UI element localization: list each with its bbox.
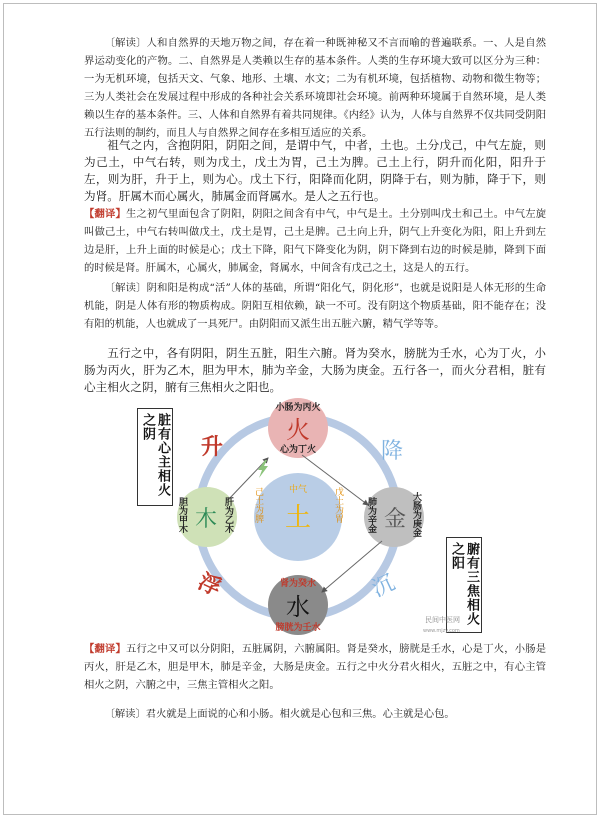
watermark-url: www.mjzy.com — [423, 628, 460, 634]
water-bottom-label: 膀胱为壬水 — [275, 623, 321, 633]
paragraph-text: 君火就是上面说的心和小肠。相火就是心包和三焦。心主就是心包。 — [145, 708, 455, 720]
metal-char: 金 — [383, 507, 407, 532]
interpretation-tag: 〔解读〕 — [104, 37, 147, 49]
fire-bottom-label: 心为丁火 — [279, 445, 317, 455]
metal-right-label: 大肠为庚金 — [411, 492, 421, 537]
interpretation-tag: 〔解读〕 — [104, 282, 147, 294]
down-char: 沉 — [368, 570, 399, 603]
side-label-right: 腑有三焦相火之阳 — [446, 537, 482, 633]
paragraph-text: 五行之中又可以分阴阳，五脏属阴，六腑属阳。肾是癸水，膀胱是壬水，心是丁火，小肠是丙火，肝是乙木，胆是甲木，肺是辛金，大肠是庚金。五行之中火分君火相火，五脏之中，有心主管相火之阴，六腑之中，三焦主管相火之阳。 — [84, 643, 547, 691]
paragraph-interpretation-3 — [84, 705, 546, 723]
water-top-label: 肾为癸水 — [279, 579, 317, 589]
wood-left-label: 胆为甲木 — [177, 497, 187, 533]
fire-char: 火 — [286, 416, 310, 444]
earth-small-label: 中气 — [288, 485, 308, 495]
earth-left-label: 己土为脾 — [253, 487, 263, 523]
paragraph-text: 阴和阳是构成“活”人体的基础，所谓“阳化气，阴化形”，也就是说阳是人体无形的生命机能，阴是人体有形的物质构成。阴阳互相依赖，缺一不可。没有阴这个物质基础，阳不能存在；没有阳的机能，人也就成了一具死尸。由阴阳而又派生出五脏六腑，精气学等等。 — [84, 282, 547, 330]
translation-tag: 【翻译】 — [84, 208, 127, 220]
rise-char: 升 — [200, 435, 224, 460]
water-char: 水 — [286, 593, 310, 621]
paragraph-text: 生之初气里面包含了阴阳，阴阳之间含有中气，中气是土。土分别叫戊土和己土。中气左旋叫做己土，中气右转叫做戊土，戊土是胃，己土是脾。己土向上升，阴气上升变化为阳，阳上升到左边是肝，上升上面的时候是心；戊土下降，阳气下降变化为阴，阴下降到右边的时候是肺，降到下面的时候是肾。肝属木，心属火，肺属金，肾属水，中间含有戊己之土，这是人的五行。 — [84, 208, 547, 274]
paragraph-translation-2 — [84, 640, 546, 694]
fall-char: 降 — [380, 439, 404, 464]
float-char: 浮 — [194, 569, 225, 602]
watermark-text: 民间中医网 — [425, 616, 460, 624]
side-label-left: 脏有心主相火之阴 — [137, 408, 173, 506]
interpretation-tag: 〔解读〕 — [104, 708, 146, 720]
earth-char: 土 — [284, 503, 312, 533]
metal-left-label: 肺为辛金 — [366, 497, 376, 533]
paragraph-text: 祖气之内，含抱阴阳，阴阳之间，是谓中气，中者，土也。土分戊己，中气左旋，则为己土，中气右转，则为戊土，戊土为胃，己土为脾。己土上行，阴升而化阳，阳升于左，则为肝，升于上，则为心。戊土下行，阳降而化阴，阴降于右，则为肺，降于下，则为肾。肝属木而心属火，肺属金而肾属水。是人之五行也。 — [84, 138, 546, 203]
paragraph-text: 五行之中，各有阴阳，阴生五脏，阳生六腑。肾为癸水，膀胱为壬水，心为丁火，小肠为丙火，肝为乙木，胆为甲木，肺为辛金，大肠为庚金。五行各一，而火分君相，脏有心主相火之阴，腑有三焦相火之阳也。 — [84, 346, 546, 394]
wood-right-label: 肝为乙木 — [223, 497, 233, 533]
translation-tag: 【翻译】 — [84, 643, 127, 655]
fire-top-label: 小肠为丙火 — [275, 403, 321, 413]
wood-char: 木 — [194, 507, 218, 532]
earth-right-label: 戊土为胃 — [333, 487, 343, 523]
paragraph-text: 人和自然界的天地万物之间，存在着一种既神秘又不言而喻的普遍联系。一、人是自然界运动变化的产物。二、自然界是人类赖以生存的基本条件。人类的生存环境大致可以区分为三种：一为无机环境，包括天文、气象、地形、土壤、水文；二为有机环境，包括植物、动物和微生物等；三为人类社会在发展过程中形成的各种社会关系环境即社会环境。前两种环境属于自然环境，是人类赖以生存的基本条件。三、人体和自然界有着共同规律。《内经》认为，人体与自然界不仅共同受阴阳五行法则的制约，而且人与自然界之间存在多相互适应的关系。 — [84, 37, 547, 139]
